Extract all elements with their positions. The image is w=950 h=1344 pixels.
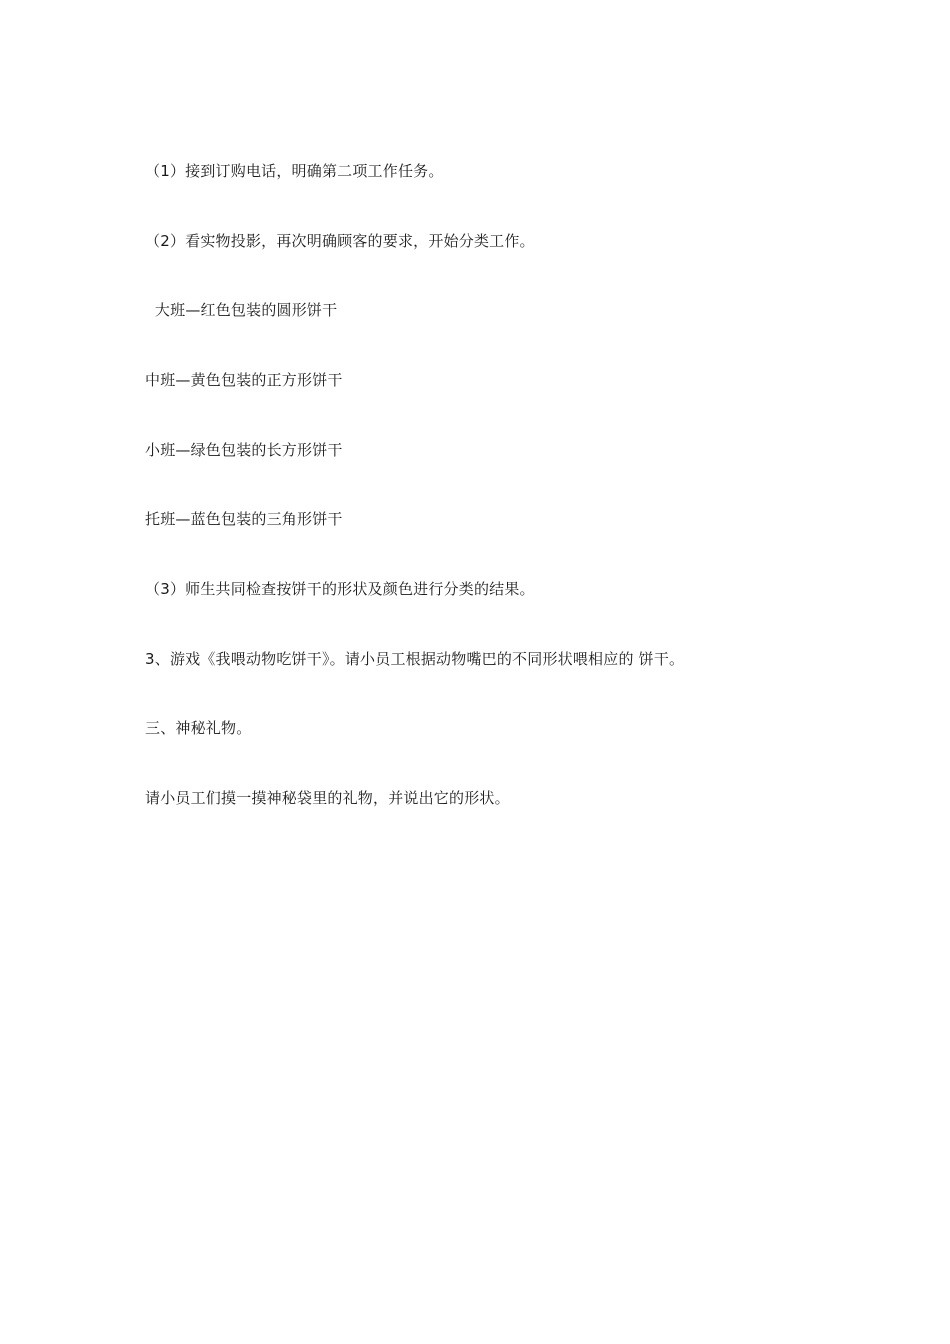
section-heading-mystery-gift: 三、神秘礼物。 (145, 719, 252, 737)
paragraph-middle-class: 中班—黄色包装的正方形饼干 (145, 371, 343, 389)
paragraph-nursery-class: 托班—蓝色包装的三角形饼干 (145, 510, 343, 528)
paragraph-game: 3、游戏《我喂动物吃饼干》。请小员工根据动物嘴巴的不同形状喂相应的 饼干。 (145, 650, 685, 668)
paragraph-step-2: （2）看实物投影，再次明确顾客的要求，开始分类工作。 (145, 232, 535, 250)
paragraph-step-3: （3）师生共同检查按饼干的形状及颜色进行分类的结果。 (145, 580, 535, 598)
paragraph-small-class: 小班—绿色包装的长方形饼干 (145, 441, 343, 459)
paragraph-mystery-gift: 请小员工们摸一摸神秘袋里的礼物，并说出它的形状。 (145, 789, 510, 807)
paragraph-step-1: （1）接到订购电话，明确第二项工作任务。 (145, 162, 444, 180)
paragraph-big-class: 大班—红色包装的圆形饼干 (145, 301, 338, 319)
